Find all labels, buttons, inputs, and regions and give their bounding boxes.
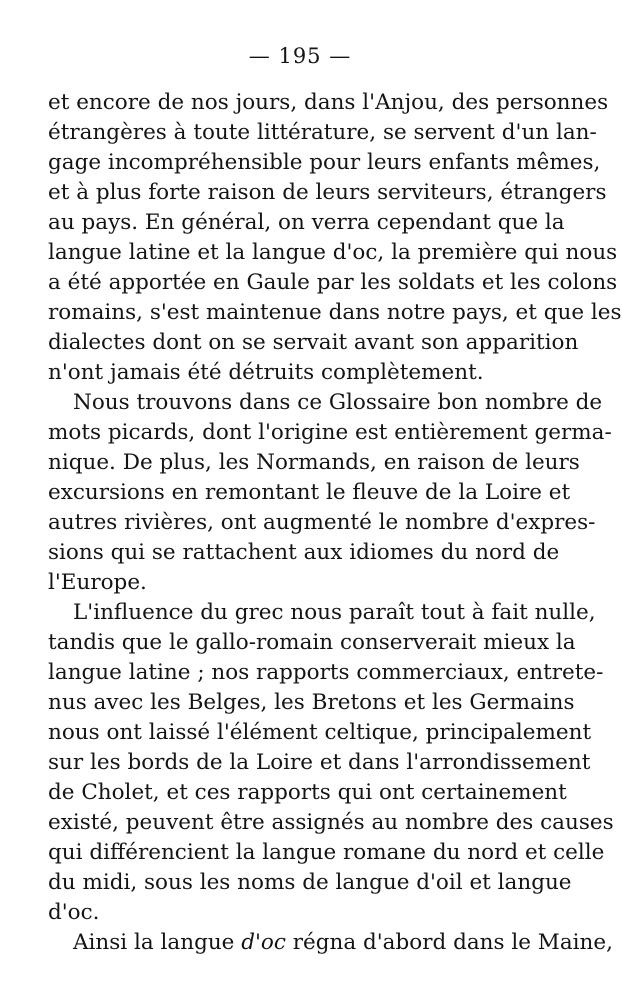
text-line: sions qui se rattachent aux idiomes du nord de <box>48 540 560 565</box>
text-line: autres rivières, ont augmenté le nombre d'expres- <box>48 510 596 535</box>
text-line: sur les bords de la Loire et dans l'arrondissement <box>48 750 591 775</box>
text-line: existé, peuvent être assignés au nombre des causes <box>48 810 614 835</box>
text-line: étrangères à toute littérature, se servent d'un lan- <box>48 120 597 145</box>
text-segment: régna d'abord dans le Maine, <box>285 930 613 955</box>
text-line: n'ont jamais été détruits complètement. <box>48 360 484 385</box>
text-line: Nous trouvons dans ce Glossaire bon nombre de <box>73 390 603 415</box>
text-line: nique. De plus, les Normands, en raison de leurs <box>48 450 580 475</box>
text-line: langue latine et la langue d'oc, la première qui nous <box>48 240 618 265</box>
text-line: gage incompréhensible pour leurs enfants mêmes, <box>48 150 601 175</box>
text-line: nous ont laissé l'élément celtique, principalement <box>48 720 592 745</box>
text-line: mots picards, dont l'origine est entièrement germa- <box>48 420 612 445</box>
text-segment: Ainsi la langue <box>73 930 242 955</box>
page-number: — 195 — <box>248 44 352 68</box>
italic-term: d'oc <box>241 930 286 955</box>
text-line: excursions en remontant le fleuve de la Loire et <box>48 480 571 505</box>
text-line: au pays. En général, on verra cependant que la <box>48 210 565 235</box>
text-line: et à plus forte raison de leurs serviteurs, étrangers <box>48 180 607 205</box>
text-line: a été apportée en Gaule par les soldats et les colons <box>48 270 618 295</box>
text-line: romains, s'est maintenue dans notre pays, et que les <box>48 300 622 325</box>
text-line: et encore de nos jours, dans l'Anjou, des personnes <box>48 90 609 115</box>
text-line: du midi, sous les noms de langue d'oil et langue <box>48 870 572 895</box>
text-line: nus avec les Belges, les Bretons et les Germains <box>48 690 575 715</box>
text-line: L'influence du grec nous paraît tout à fait nulle, <box>73 600 596 625</box>
text-line: de Cholet, et ces rapports qui ont certainement <box>48 780 567 805</box>
text-line-last <box>73 928 613 958</box>
text-line: d'oc. <box>48 900 100 925</box>
text-line: langue latine ; nos rapports commerciaux, entrete- <box>48 660 604 685</box>
text-line: qui différencient la langue romane du nord et celle <box>48 840 605 865</box>
text-line: l'Europe. <box>48 570 147 595</box>
text-line: dialectes dont on se servait avant son apparition <box>48 330 579 355</box>
text-line: tandis que le gallo-romain conserverait mieux la <box>48 630 576 655</box>
